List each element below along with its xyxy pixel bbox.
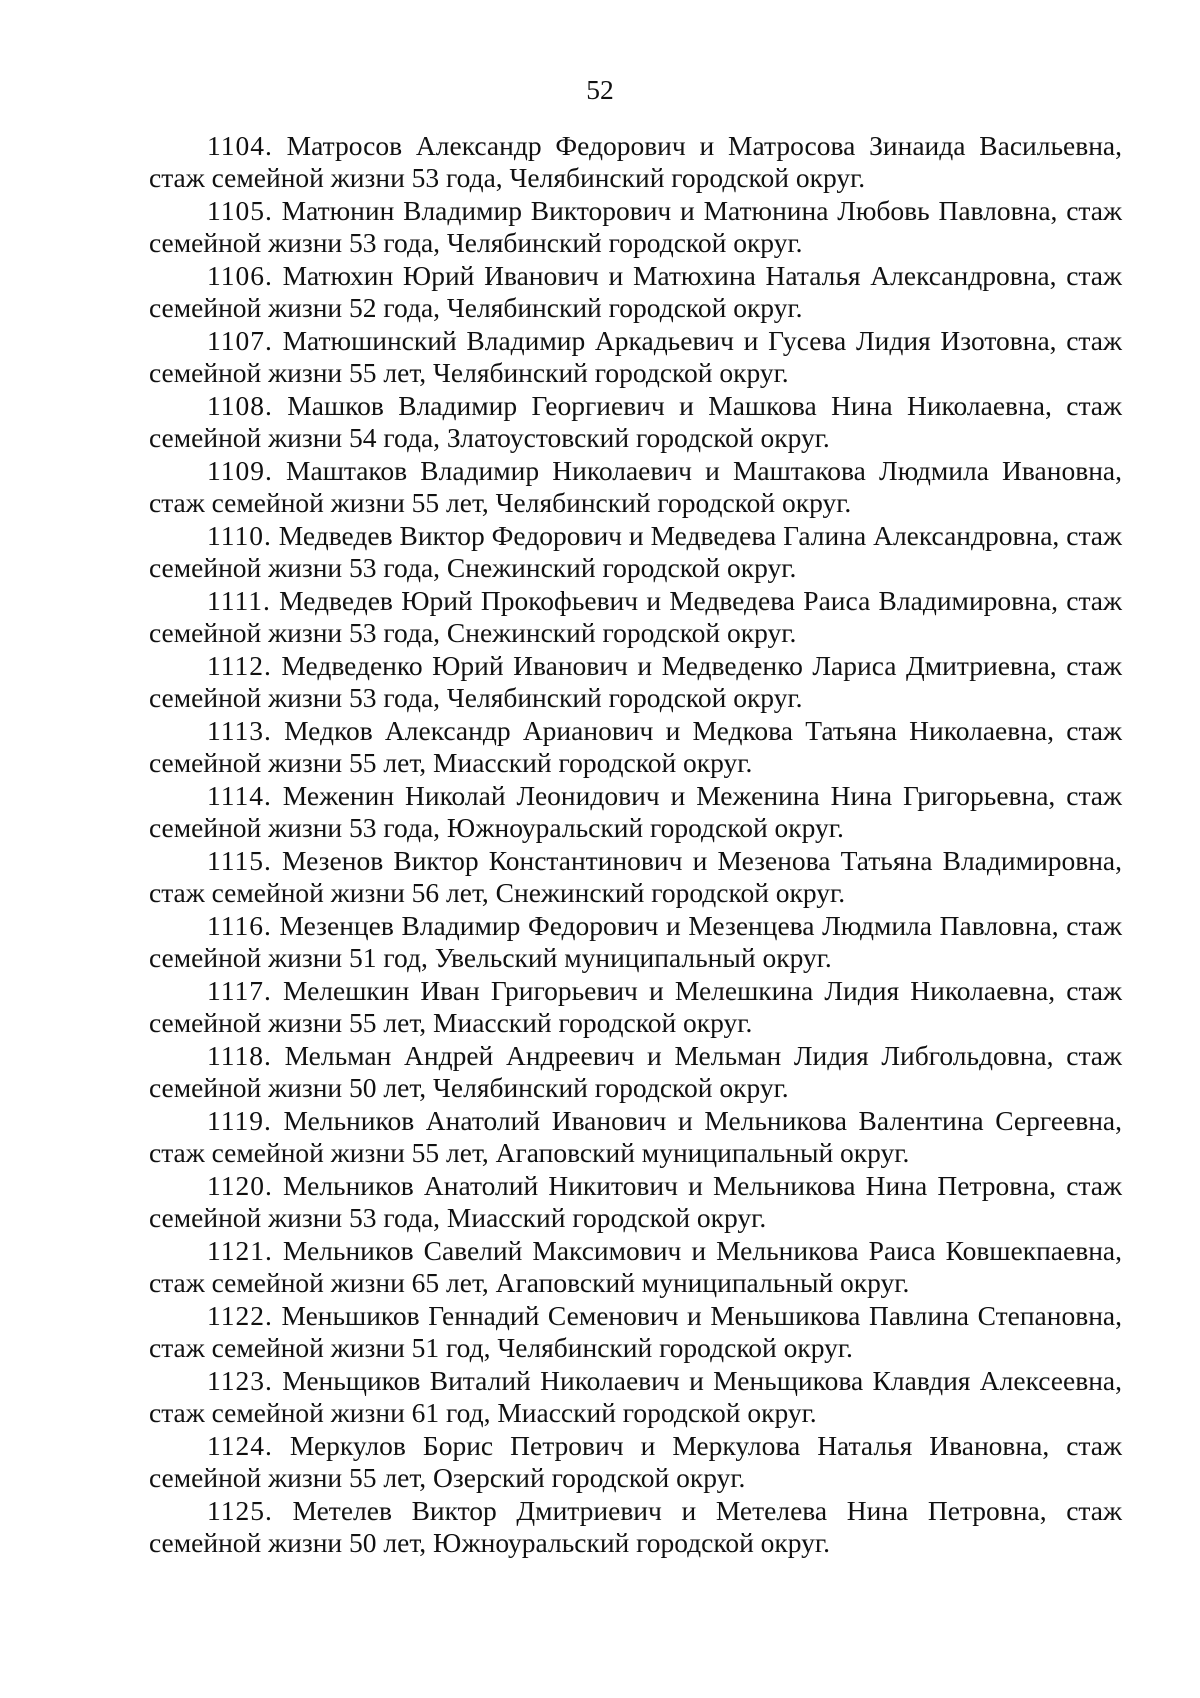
entry-number: 1104. xyxy=(207,130,273,161)
entry-text: Мельман Андрей Андреевич и Мельман Лидия Либгольдовна, стаж семейной жизни 50 лет, Челябинский городской округ. xyxy=(149,1040,1123,1103)
list-item xyxy=(149,910,1122,974)
list-item xyxy=(149,390,1122,454)
list-item xyxy=(149,260,1122,324)
list-item xyxy=(149,975,1122,1039)
page-number: 52 xyxy=(586,74,614,105)
entry-number: 1110. xyxy=(207,520,272,551)
entry-number: 1125. xyxy=(207,1495,273,1526)
entry-number: 1124. xyxy=(207,1430,273,1461)
entry-text: Мелешкин Иван Григорьевич и Мелешкина Лидия Николаевна, стаж семейной жизни 55 лет, Миасский городской округ. xyxy=(149,975,1122,1038)
entry-number: 1123. xyxy=(207,1365,273,1396)
entry-number: 1105. xyxy=(207,195,273,226)
list-item xyxy=(149,650,1122,714)
list-item xyxy=(149,585,1122,649)
entry-text: Матросов Александр Федорович и Матросова Зинаида Васильевна, стаж семейной жизни 53 года, Челябинский городской округ. xyxy=(149,130,1122,193)
entry-text: Медведев Юрий Прокофьевич и Медведева Раиса Владимировна, стаж семейной жизни 53 года, Снежинский городской округ. xyxy=(149,585,1122,648)
entry-text: Маштаков Владимир Николаевич и Маштакова Людмила Ивановна, стаж семейной жизни 55 лет, Челябинский городской округ. xyxy=(149,455,1122,518)
list-item xyxy=(149,130,1122,194)
entry-text: Матюшинский Владимир Аркадьевич и Гусева Лидия Изотовна, стаж семейной жизни 55 лет, Челябинский городской округ. xyxy=(149,325,1122,388)
list-item xyxy=(149,845,1122,909)
entry-number: 1121. xyxy=(207,1235,273,1266)
entry-text: Медведенко Юрий Иванович и Медведенко Лариса Дмитриевна, стаж семейной жизни 53 года, Челябинский городской округ. xyxy=(149,650,1122,713)
entry-number: 1120. xyxy=(207,1170,273,1201)
list-item xyxy=(149,1365,1122,1429)
list-item xyxy=(149,195,1122,259)
entry-text: Мезенцев Владимир Федорович и Мезенцева Людмила Павловна, стаж семейной жизни 51 год, Увельский муниципальный округ. xyxy=(149,910,1122,973)
entry-number: 1115. xyxy=(207,845,272,876)
entry-text: Мельников Анатолий Никитович и Мельникова Нина Петровна, стаж семейной жизни 53 года, Миасский городской округ. xyxy=(149,1170,1122,1233)
entry-list xyxy=(149,130,1122,1560)
entry-number: 1114. xyxy=(207,780,272,811)
list-item xyxy=(149,1430,1122,1494)
list-item xyxy=(149,715,1122,779)
list-item xyxy=(149,1300,1122,1364)
entry-text: Машков Владимир Георгиевич и Машкова Нина Николаевна, стаж семейной жизни 54 года, Златоустовский городской округ. xyxy=(149,390,1123,453)
entry-text: Меркулов Борис Петрович и Меркулова Наталья Ивановна, стаж семейной жизни 55 лет, Озерский городской округ. xyxy=(149,1430,1122,1493)
entry-number: 1119. xyxy=(207,1105,272,1136)
entry-text: Матюхин Юрий Иванович и Матюхина Наталья Александровна, стаж семейной жизни 52 года, Челябинский городской округ. xyxy=(149,260,1122,323)
entry-text: Матюнин Владимир Викторович и Матюнина Любовь Павловна, стаж семейной жизни 53 года, Челябинский городской округ. xyxy=(149,195,1122,258)
entry-number: 1109. xyxy=(207,455,273,486)
entry-number: 1106. xyxy=(207,260,273,291)
list-item xyxy=(149,1040,1122,1104)
entry-text: Меньщиков Виталий Николаевич и Меньщикова Клавдия Алексеевна, стаж семейной жизни 61 год, Миасский городской округ. xyxy=(149,1365,1123,1428)
entry-number: 1112. xyxy=(207,650,272,681)
entry-text: Меженин Николай Леонидович и Меженина Нина Григорьевна, стаж семейной жизни 53 года, Южноуральский городской округ. xyxy=(149,780,1122,843)
entry-text: Метелев Виктор Дмитриевич и Метелева Нина Петровна, стаж семейной жизни 50 лет, Южноуральский городской округ. xyxy=(149,1495,1122,1558)
entry-number: 1116. xyxy=(207,910,272,941)
entry-text: Меньшиков Геннадий Семенович и Меньшикова Павлина Степановна, стаж семейной жизни 51 год, Челябинский городской округ. xyxy=(149,1300,1123,1363)
entry-text: Мельников Савелий Максимович и Мельникова Раиса Ковшекпаевна, стаж семейной жизни 65 лет, Агаповский муниципальный округ. xyxy=(149,1235,1122,1298)
list-item xyxy=(149,1170,1122,1234)
entry-number: 1122. xyxy=(207,1300,273,1331)
list-item xyxy=(149,520,1122,584)
entry-number: 1117. xyxy=(207,975,272,1006)
list-item xyxy=(149,455,1122,519)
entry-number: 1113. xyxy=(207,715,272,746)
list-item xyxy=(149,780,1122,844)
list-item xyxy=(149,325,1122,389)
list-item xyxy=(149,1495,1122,1559)
entry-number: 1107. xyxy=(207,325,273,356)
list-item xyxy=(149,1105,1122,1169)
entry-text: Медведев Виктор Федорович и Медведева Галина Александровна, стаж семейной жизни 53 года, Снежинский городской округ. xyxy=(149,520,1122,583)
entry-text: Медков Александр Арианович и Медкова Татьяна Николаевна, стаж семейной жизни 55 лет, Миасский городской округ. xyxy=(149,715,1123,778)
entry-text: Мезенов Виктор Константинович и Мезенова Татьяна Владимировна, стаж семейной жизни 56 лет, Снежинский городской округ. xyxy=(149,845,1122,908)
entry-text: Мельников Анатолий Иванович и Мельникова Валентина Сергеевна, стаж семейной жизни 55 лет, Агаповский муниципальный округ. xyxy=(149,1105,1122,1168)
entry-number: 1111. xyxy=(207,585,271,616)
entry-number: 1118. xyxy=(207,1040,272,1071)
list-item xyxy=(149,1235,1122,1299)
entry-number: 1108. xyxy=(207,390,273,421)
